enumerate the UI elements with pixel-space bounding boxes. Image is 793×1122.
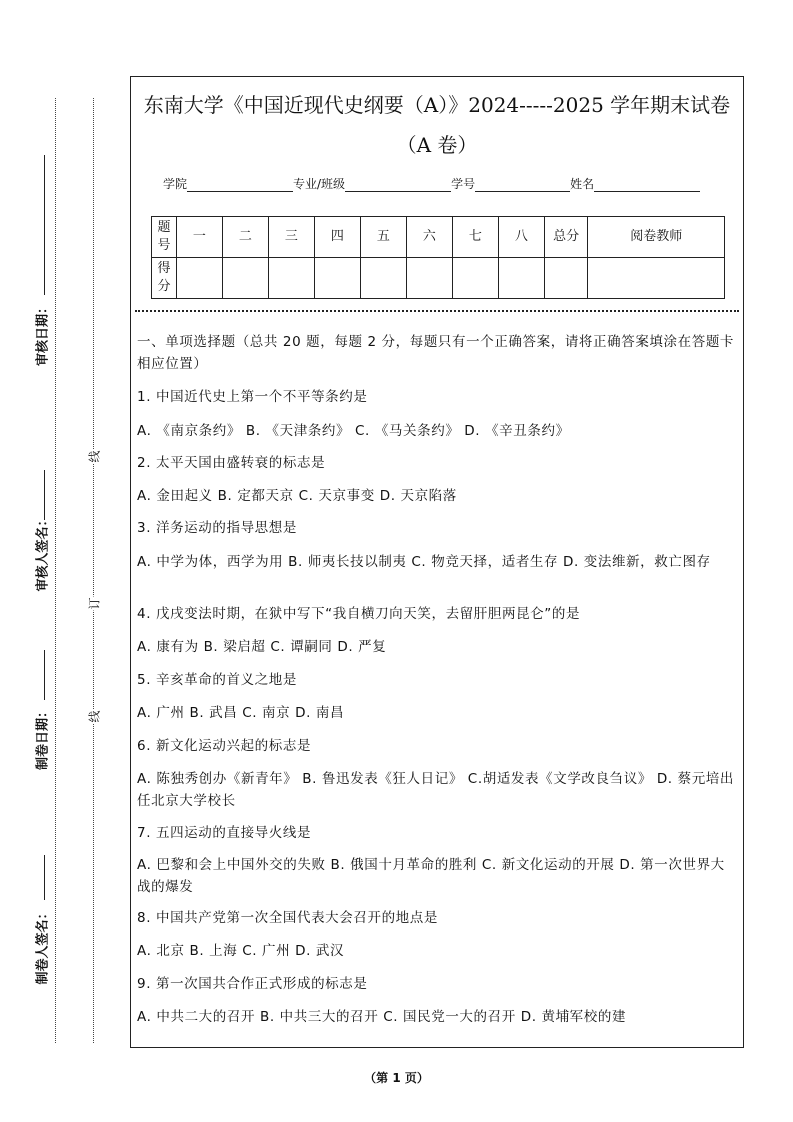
binding-dotted-line-inner: [93, 98, 94, 1043]
major-field[interactable]: [345, 178, 451, 192]
question-options: A. 陈独秀创办《新青年》 B. 鲁迅发表《狂人日记》 C.胡适发表《文学改良刍议》 D. 蔡元培出任北京大学校长: [137, 771, 734, 809]
column-header: 一: [176, 217, 222, 258]
score-cell[interactable]: [222, 258, 268, 299]
page-number: （第 1 页）: [364, 1071, 429, 1085]
make-date-label: 制卷日期：: [35, 705, 51, 771]
name-field[interactable]: [594, 178, 700, 192]
question-options: A. 康有为 B. 梁启超 C. 谭嗣同 D. 严复: [137, 639, 387, 655]
score-table: [151, 216, 725, 299]
question-options: A. 广州 B. 武昌 C. 南京 D. 南昌: [137, 705, 345, 721]
college-field[interactable]: [187, 178, 293, 192]
score-cell[interactable]: [498, 258, 544, 299]
question-stem: 6. 新文化运动兴起的标志是: [137, 738, 312, 754]
score-cell[interactable]: [314, 258, 360, 299]
reviewer-sign-label: 审核人签名：: [35, 513, 51, 592]
column-header: 三: [268, 217, 314, 258]
binding-char-xian-bottom: 线: [87, 710, 102, 723]
exam-subtitle: （A 卷）: [396, 133, 478, 157]
major-label: 专业/班级: [293, 177, 346, 191]
column-header: 五: [360, 217, 406, 258]
score-cell-grader[interactable]: [588, 258, 725, 299]
column-header: 六: [406, 217, 452, 258]
maker-sign-label: 制卷人签名：: [35, 906, 51, 985]
name-label: 姓名: [570, 177, 595, 191]
question-stem: 5. 辛亥革命的首义之地是: [137, 672, 297, 688]
exam-frame: [130, 76, 744, 1048]
question-stem: 8. 中国共产党第一次全国代表大会召开的地点是: [137, 910, 438, 926]
student-id-label: 学号: [451, 177, 476, 191]
binding-dotted-line-outer: [55, 98, 56, 1043]
column-header: 八: [498, 217, 544, 258]
score-cell[interactable]: [406, 258, 452, 299]
question-stem: 1. 中国近代史上第一个不平等条约是: [137, 389, 368, 405]
column-header: 七: [452, 217, 498, 258]
question-options: A. 《南京条约》 B. 《天津条约》 C. 《马关条约》 D. 《辛丑条约》: [137, 423, 570, 439]
question-options: A. 巴黎和会上中国外交的失败 B. 俄国十月革命的胜利 C. 新文化运动的开展 D. 第一次世界大战的爆发: [137, 857, 725, 895]
question-stem: 9. 第一次国共合作正式形成的标志是: [137, 976, 368, 992]
question-stem: 3. 洋务运动的指导思想是: [137, 520, 297, 536]
student-id-field[interactable]: [475, 178, 570, 192]
score-cell[interactable]: [360, 258, 406, 299]
question-stem: 2. 太平天国由盛转衰的标志是: [137, 455, 326, 471]
question-options: A. 北京 B. 上海 C. 广州 D. 武汉: [137, 943, 345, 959]
question-stem: 4. 戊戌变法时期，在狱中写下“我自横刀向天笑，去留肝胆两昆仑”的是: [137, 606, 581, 622]
column-header-grader: 阅卷教师: [588, 217, 725, 258]
score-cell[interactable]: [268, 258, 314, 299]
review-date-label: 审核日期：: [35, 301, 51, 367]
binding-char-ding: 订: [87, 597, 102, 610]
column-header: 四: [314, 217, 360, 258]
college-label: 学院: [163, 177, 188, 191]
make-date-line: [44, 650, 45, 700]
question-number-label: 题号: [152, 217, 177, 258]
score-table-score-row: [152, 258, 725, 299]
question-options: A. 中共二大的召开 B. 中共三大的召开 C. 国民党一大的召开 D. 黄埔军校的建: [137, 1009, 627, 1025]
score-cell[interactable]: [452, 258, 498, 299]
score-label: 得分: [152, 258, 177, 299]
question-stem: 7. 五四运动的直接导火线是: [137, 825, 312, 841]
score-table-header-row: [152, 217, 725, 258]
review-date-line: [44, 155, 45, 295]
dotted-separator: [135, 310, 739, 312]
student-info-row: [163, 175, 700, 192]
question-options: A. 金田起义 B. 定都天京 C. 天京事变 D. 天京陷落: [137, 488, 457, 504]
column-header-total: 总分: [544, 217, 587, 258]
maker-sign-line: [44, 855, 45, 900]
score-cell[interactable]: [176, 258, 222, 299]
exam-title: 东南大学《中国近现代史纲要（A）》2024-----2025 学年期末试卷: [143, 93, 731, 117]
section-heading: 一、单项选择题（总共 20 题，每题 2 分，每题只有一个正确答案，请将正确答案填涂在答题卡相应位置）: [137, 334, 735, 372]
score-cell-total[interactable]: [544, 258, 587, 299]
question-options: A. 中学为体，西学为用 B. 师夷长技以制夷 C. 物竞天择，适者生存 D. 变法维新，救亡图存: [137, 554, 711, 570]
column-header: 二: [222, 217, 268, 258]
binding-char-xian-top: 线: [87, 450, 102, 463]
